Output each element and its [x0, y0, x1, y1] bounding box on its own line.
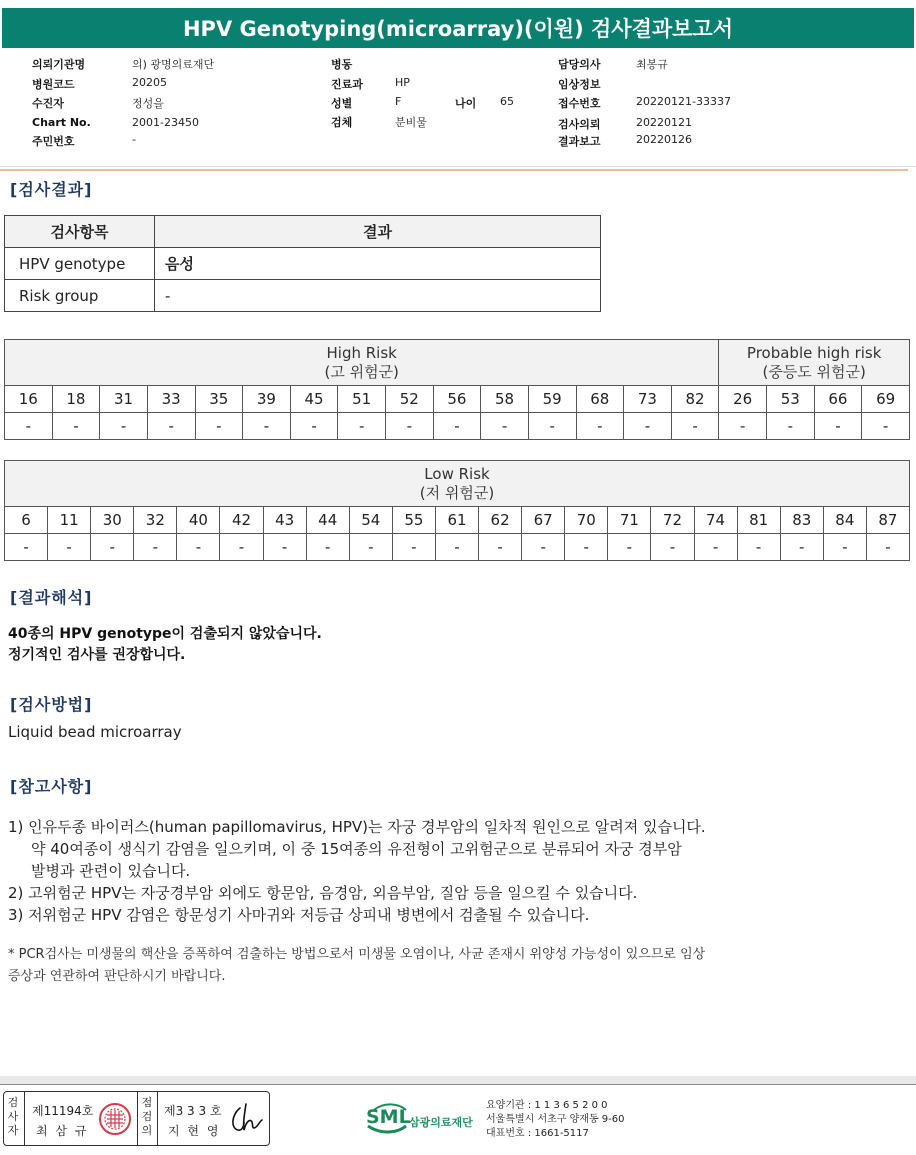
genotype-result-cell: -: [866, 534, 909, 561]
genotype-result-cell: -: [862, 413, 910, 440]
genotype-result-cell: -: [608, 534, 651, 561]
age-label: 나이: [455, 97, 477, 110]
genotype-result-cell: -: [386, 413, 434, 440]
chart-label: Chart No.: [32, 116, 91, 129]
doctor-label: 담당의사: [558, 58, 601, 71]
institution-value: 의) 광명의료재단: [132, 58, 215, 71]
probable-risk-subtitle: (중등도 위험군): [762, 362, 866, 381]
genotype-cell: 31: [100, 386, 148, 413]
genotype-cell: 72: [651, 507, 694, 534]
genotype-cell: 70: [565, 507, 608, 534]
footer-divider: [0, 1084, 916, 1085]
genotype-result-cell: -: [481, 413, 529, 440]
genotype-result-cell: -: [435, 534, 478, 561]
genotype-cell: 61: [435, 507, 478, 534]
genotype-cell: 52: [386, 386, 434, 413]
examiner-license: 제11194호: [32, 1104, 94, 1118]
chart-value: 2001-23450: [132, 116, 199, 129]
signature-box: [3, 1091, 270, 1146]
specimen-value: 분비물: [395, 116, 427, 129]
genotype-result-cell: -: [565, 534, 608, 561]
seal-stamp-icon: [98, 1102, 132, 1136]
genotype-result-cell: -: [823, 534, 866, 561]
patient-info: [0, 50, 916, 166]
table-row: [5, 248, 601, 280]
genotype-result-cell: -: [52, 413, 100, 440]
genotype-result-cell: -: [5, 413, 53, 440]
org-phone: 대표번호 : 1661-5117: [486, 1128, 589, 1139]
section-title-notes: [참고사항]: [10, 777, 93, 796]
report-date-label: 결과보고: [558, 135, 601, 148]
genotype-cell: 18: [52, 386, 100, 413]
high-risk-subtitle: (고 위험군): [324, 362, 399, 381]
genotype-cell: 16: [5, 386, 53, 413]
low-risk-results-row: [5, 534, 910, 561]
genotype-cell: 51: [338, 386, 386, 413]
table-row: [5, 280, 601, 312]
genotype-result-cell: -: [263, 534, 306, 561]
genotype-cell: 54: [349, 507, 392, 534]
report-date-value: 20220126: [636, 133, 692, 146]
patient-label: 수진자: [32, 97, 64, 110]
high-risk-table: [4, 339, 910, 440]
dept-label: 진료과: [331, 78, 363, 91]
accent-divider: [0, 169, 908, 171]
org-contact: [486, 1099, 625, 1141]
genotype-cell: 55: [392, 507, 435, 534]
clinical-label: 임상정보: [558, 78, 601, 91]
signature-separator: [24, 1092, 25, 1145]
genotype-cell: 40: [177, 507, 220, 534]
genotype-cell: 43: [263, 507, 306, 534]
genotype-result-cell: -: [100, 413, 148, 440]
genotype-cell: 84: [823, 507, 866, 534]
high-risk-types-row: [5, 386, 910, 413]
item-cell: HPV genotype: [5, 248, 155, 280]
genotype-cell: 44: [306, 507, 349, 534]
specimen-label: 검체: [331, 116, 353, 129]
genotype-cell: 6: [5, 507, 48, 534]
genotype-result-cell: -: [195, 413, 243, 440]
genotype-result-cell: -: [5, 534, 48, 561]
genotype-result-cell: -: [522, 534, 565, 561]
interpretation-line: 정기적인 검사를 권장합니다.: [8, 647, 186, 663]
low-risk-header-row: [5, 461, 910, 507]
genotype-cell: 39: [243, 386, 291, 413]
section-title-interpretation: [결과해석]: [10, 588, 93, 607]
reviewer-role-label: 점검의: [141, 1096, 153, 1137]
item-cell: Risk group: [5, 280, 155, 312]
high-risk-title: High Risk: [326, 343, 397, 362]
genotype-result-cell: -: [243, 413, 291, 440]
ward-label: 병동: [331, 58, 353, 71]
col-item-header: 검사항목: [5, 216, 155, 248]
reviewer-license: 제3 3 3 호: [164, 1104, 222, 1118]
genotype-cell: 26: [719, 386, 767, 413]
genotype-result-cell: -: [767, 413, 815, 440]
genotype-cell: 66: [814, 386, 862, 413]
examiner-role-label: 검사자: [7, 1096, 19, 1137]
result-table: [4, 215, 601, 312]
high-risk-header-row: [5, 340, 910, 386]
genotype-cell: 35: [195, 386, 243, 413]
receipt-label: 접수번호: [558, 97, 601, 110]
notes-list: [8, 816, 706, 926]
genotype-result-cell: -: [651, 534, 694, 561]
genotype-result-cell: -: [719, 413, 767, 440]
genotype-result-cell: -: [91, 534, 134, 561]
care-number: 요양기관 : 1 1 3 6 5 2 0 0: [486, 1100, 608, 1111]
high-risk-results-row: [5, 413, 910, 440]
genotype-cell: 42: [220, 507, 263, 534]
result-table-header: [5, 216, 601, 248]
company-logo: [366, 1100, 484, 1140]
genotype-result-cell: -: [528, 413, 576, 440]
genotype-cell: 58: [481, 386, 529, 413]
institution-label: 의뢰기관명: [32, 58, 86, 71]
age-value: 65: [500, 95, 514, 108]
genotype-result-cell: -: [814, 413, 862, 440]
genotype-cell: 71: [608, 507, 651, 534]
dept-value: HP: [395, 76, 410, 89]
doctor-value: 최봉규: [636, 58, 668, 71]
genotype-cell: 73: [624, 386, 672, 413]
note-item: 1) 인유두종 바이러스(human papillomavirus, HPV)는 자궁 경부암의 일차적 원인으로 알려져 있습니다.: [8, 818, 706, 836]
genotype-result-cell: -: [134, 534, 177, 561]
genotype-result-cell: -: [694, 534, 737, 561]
note-item: 2) 고위험군 HPV는 자궁경부암 외에도 항문암, 음경암, 외음부암, 질암 등을 일으킬 수 있습니다.: [8, 884, 638, 902]
genotype-cell: 74: [694, 507, 737, 534]
hospital-code-label: 병원코드: [32, 78, 75, 91]
low-risk-title: Low Risk: [424, 464, 490, 483]
resident-value: -: [132, 133, 136, 146]
divider: [0, 166, 916, 167]
result-cell: -: [155, 280, 601, 312]
genotype-cell: 11: [48, 507, 91, 534]
high-risk-header: [5, 340, 719, 386]
footer-band: [0, 1076, 916, 1084]
genotype-result-cell: -: [177, 534, 220, 561]
genotype-result-cell: -: [479, 534, 522, 561]
genotype-cell: 87: [866, 507, 909, 534]
request-value: 20220121: [636, 116, 692, 129]
genotype-cell: 83: [780, 507, 823, 534]
receipt-value: 20220121-33337: [636, 95, 731, 108]
genotype-result-cell: -: [306, 534, 349, 561]
genotype-result-cell: -: [220, 534, 263, 561]
low-risk-subtitle: (저 위험군): [419, 483, 495, 502]
sex-label: 성별: [331, 97, 353, 110]
examiner-name: 최 삼 규: [36, 1124, 89, 1138]
footnote-line: * PCR검사는 미생물의 핵산을 증폭하여 검출하는 방법으로서 미생물 오염이나, 사균 존재시 위양성 가능성이 있으므로 임상: [8, 947, 706, 962]
org-name: 삼광의료재단: [409, 1116, 473, 1129]
genotype-result-cell: -: [349, 534, 392, 561]
footnote: [8, 944, 705, 988]
genotype-result-cell: -: [433, 413, 481, 440]
org-address: 서울특별시 서초구 양재동 9-60: [486, 1114, 625, 1125]
signature-separator: [137, 1092, 138, 1145]
handwritten-signature-icon: [226, 1100, 266, 1138]
section-title-method: [검사방법]: [10, 695, 93, 714]
note-item-continued: 발병과 관련이 있습니다.: [31, 862, 191, 880]
method-text: Liquid bead microarray: [8, 723, 182, 741]
genotype-result-cell: -: [147, 413, 195, 440]
genotype-cell: 30: [91, 507, 134, 534]
reviewer-name: 지 현 영: [168, 1124, 221, 1138]
genotype-result-cell: -: [290, 413, 338, 440]
genotype-result-cell: -: [671, 413, 719, 440]
genotype-cell: 53: [767, 386, 815, 413]
genotype-cell: 32: [134, 507, 177, 534]
resident-label: 주민번호: [32, 135, 75, 148]
genotype-cell: 59: [528, 386, 576, 413]
footnote-line: 증상과 연관하여 판단하시기 바랍니다.: [8, 969, 226, 984]
note-item: 3) 저위험군 HPV 감염은 항문성기 사마귀와 저등급 상피내 병변에서 검출될 수 있습니다.: [8, 906, 590, 924]
low-risk-types-row: [5, 507, 910, 534]
genotype-cell: 68: [576, 386, 624, 413]
genotype-cell: 81: [737, 507, 780, 534]
sex-value: F: [395, 95, 402, 108]
logo-text: SML: [366, 1106, 411, 1128]
signature-separator: [157, 1092, 158, 1145]
genotype-cell: 62: [479, 507, 522, 534]
low-risk-table: [4, 460, 910, 561]
genotype-result-cell: -: [48, 534, 91, 561]
genotype-cell: 56: [433, 386, 481, 413]
genotype-result-cell: -: [338, 413, 386, 440]
report-title: HPV Genotyping(microarray)(이원) 검사결과보고서: [2, 8, 914, 48]
interpretation-line: 40종의 HPV genotype이 검출되지 않았습니다.: [8, 626, 322, 642]
genotype-cell: 33: [147, 386, 195, 413]
genotype-result-cell: -: [576, 413, 624, 440]
genotype-cell: 45: [290, 386, 338, 413]
genotype-result-cell: -: [737, 534, 780, 561]
genotype-cell: 82: [671, 386, 719, 413]
genotype-cell: 69: [862, 386, 910, 413]
note-item-continued: 약 40여종이 생식기 감염을 일으키며, 이 중 15여종의 유전형이 고위험군으로 분류되어 자궁 경부암: [31, 840, 682, 858]
low-risk-header: [5, 461, 910, 507]
section-title-result: [검사결과]: [10, 180, 93, 199]
probable-risk-title: Probable high risk: [746, 343, 882, 362]
genotype-cell: 67: [522, 507, 565, 534]
genotype-result-cell: -: [392, 534, 435, 561]
interpretation-text: [8, 624, 322, 666]
request-label: 검사의뢰: [558, 118, 601, 131]
probable-risk-header: [719, 340, 910, 386]
col-result-header: 결과: [155, 216, 601, 248]
hospital-code-value: 20205: [132, 76, 167, 89]
genotype-result-cell: -: [624, 413, 672, 440]
patient-value: 정성을: [132, 97, 164, 110]
genotype-result-cell: -: [780, 534, 823, 561]
result-cell: 음성: [155, 248, 601, 280]
